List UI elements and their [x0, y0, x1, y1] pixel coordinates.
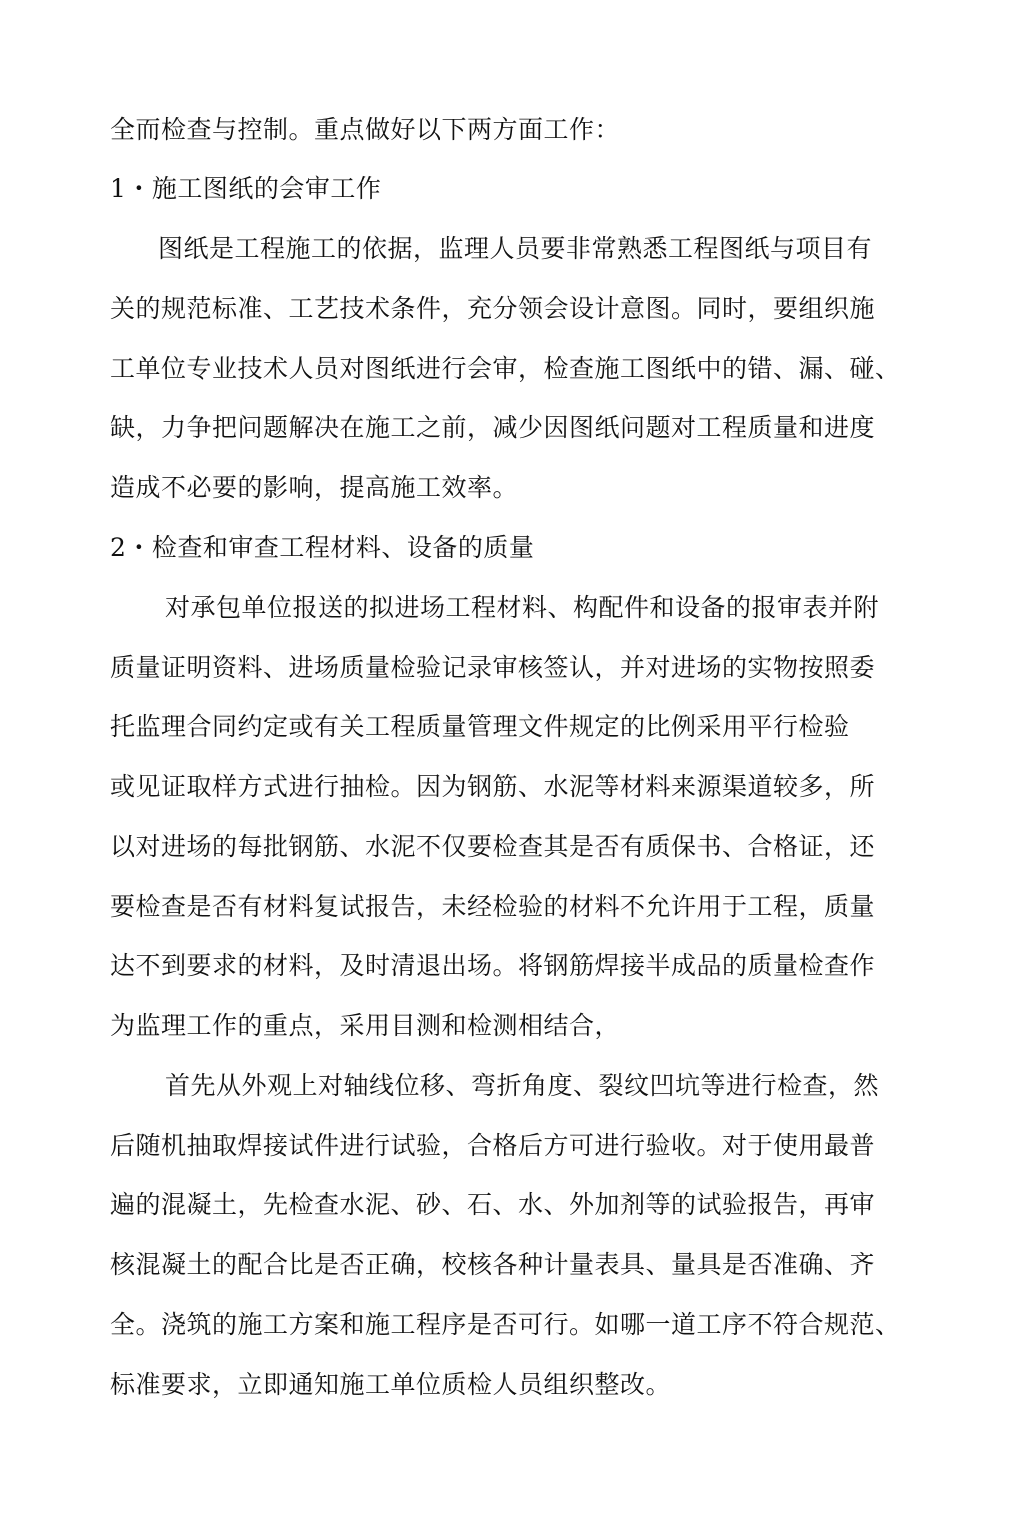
text-line: 达不到要求的材料，及时清退出场。将钢筋焊接半成品的质量检查作 [110, 951, 876, 980]
text-line: 缺，力争把问题解决在施工之前，减少因图纸问题对工程质量和进度 [110, 413, 876, 442]
text-line: 质量证明资料、进场质量检验记录审核签认，并对进场的实物按照委 [110, 653, 876, 682]
text-line: 工单位专业技术人员对图纸进行会审，检查施工图纸中的错、漏、碰、 [110, 354, 901, 383]
text-line: 全。浇筑的施工方案和施工程序是否可行。如哪一道工序不符合规范、 [110, 1310, 901, 1339]
text-line: 以对进场的每批钢筋、水泥不仅要检查其是否有质保书、合格证，还 [110, 832, 876, 861]
section-heading: 1・施工图纸的会审工作 [110, 174, 382, 203]
text-line: 全而检查与控制。重点做好以下两方面工作： [110, 115, 621, 144]
text-line: 遍的混凝土，先检查水泥、砂、石、水、外加剂等的试验报告，再审 [110, 1190, 876, 1219]
text-line: 标准要求，立即通知施工单位质检人员组织整改。 [110, 1370, 672, 1399]
text-line: 图纸是工程施工的依据，监理人员要非常熟悉工程图纸与项目有 [158, 234, 873, 263]
text-line: 造成不必要的影响，提高施工效率。 [110, 473, 519, 502]
text-line: 要检查是否有材料复试报告，未经检验的材料不允许用于工程，质量 [110, 892, 876, 921]
text-line: 对承包单位报送的拟进场工程材料、构配件和设备的报审表并附 [165, 593, 880, 622]
section-heading: 2・检查和审查工程材料、设备的质量 [110, 533, 535, 562]
text-line: 托监理合同约定或有关工程质量管理文件规定的比例采用平行检验 [110, 712, 850, 741]
text-line: 核混凝土的配合比是否正确，校核各种计量表具、量具是否准确、齐 [110, 1250, 876, 1279]
text-line: 首先从外观上对轴线位移、弯折角度、裂纹凹坑等进行检查，然 [165, 1071, 880, 1100]
text-line: 后随机抽取焊接试件进行试验，合格后方可进行验收。对于使用最普 [110, 1131, 876, 1160]
text-line: 或见证取样方式进行抽检。因为钢筋、水泥等材料来源渠道较多，所 [110, 772, 876, 801]
text-line: 关的规范标准、工艺技术条件，充分领会设计意图。同时，要组织施 [110, 294, 876, 323]
text-line: 为监理工作的重点，采用目测和检测相结合， [110, 1011, 621, 1040]
